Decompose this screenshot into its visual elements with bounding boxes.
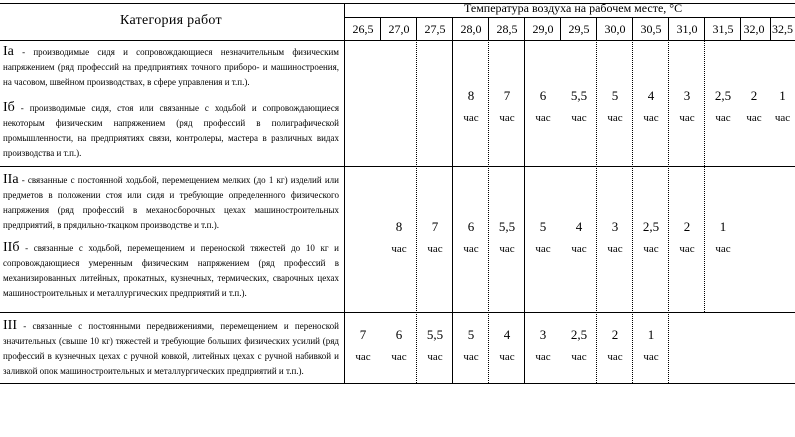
cell-hours: 8 <box>395 219 403 234</box>
category-Ia-description <box>3 44 339 90</box>
cell-hours: 1 <box>719 219 727 234</box>
value-cell <box>738 85 770 129</box>
value-cell <box>597 85 633 129</box>
value-cell <box>705 85 741 129</box>
cell-unit: час <box>607 112 623 124</box>
temperature-header: 30,0 <box>604 22 626 36</box>
cell-hours: 7 <box>359 327 367 342</box>
cell-hours: 5 <box>467 327 475 342</box>
value-cell <box>561 85 597 129</box>
cell-unit: час <box>463 243 479 255</box>
cell-hours: 6 <box>395 327 403 342</box>
cell-unit: час <box>499 112 515 124</box>
cell-hours: 5,5 <box>426 327 444 342</box>
cell-hours: 5,5 <box>570 88 588 103</box>
cell-hours: 4 <box>503 327 511 342</box>
cell-unit: час <box>715 112 731 124</box>
value-cell <box>597 324 633 368</box>
cell-unit: час <box>571 351 587 363</box>
temperature-header: 31,0 <box>676 22 698 36</box>
category-IIb-description <box>3 240 339 301</box>
cell-unit: час <box>463 112 479 124</box>
value-cell <box>669 85 705 129</box>
cell-unit: час <box>774 112 791 124</box>
cell-unit: час <box>391 243 407 255</box>
value-cell <box>381 324 417 368</box>
cell-hours: 4 <box>647 88 655 103</box>
value-cell <box>489 85 525 129</box>
cell-hours: 1 <box>779 88 786 103</box>
cell-hours: 5 <box>539 219 547 234</box>
category-Ib-text: - производимые сидя, стоя или связанные с ходьбой и сопровождающиеся некоторым физическим напряжением (ряд профессий в полиграфической промышленности, на предприятиях связи, контролеры, мастера в различных видах производства и т.п.). <box>3 103 339 158</box>
value-cell <box>561 324 597 368</box>
cell-unit: час <box>643 351 659 363</box>
cell-unit: час <box>679 112 695 124</box>
cell-unit: час <box>571 112 587 124</box>
cell-hours: 2 <box>683 219 691 234</box>
temperature-column-title: Температура воздуха на рабочем месте, °С <box>464 1 683 15</box>
cell-unit: час <box>746 112 762 124</box>
row-2-bottom-rule <box>0 312 795 313</box>
cell-unit: час <box>499 243 515 255</box>
value-cell <box>417 324 453 368</box>
category-III-code: III <box>3 318 17 333</box>
value-cell <box>770 85 795 129</box>
category-IIb-code: IIб <box>3 240 20 255</box>
value-cell <box>669 216 705 260</box>
cell-hours: 3 <box>611 219 619 234</box>
cell-unit: час <box>535 243 551 255</box>
category-IIb-text: - связанные с ходьбой, перемещением и переноской тяжестей до 10 кг и сопровождающиеся умеренным физическим напряжением (ряд профессий в механизированных литейных, прокатных, кузнечных, термических, сварочных цехах машиностроительных и металлургических предприятий и т.п.). <box>3 243 339 298</box>
cell-hours: 2 <box>750 88 758 103</box>
cell-hours: 2 <box>611 327 619 342</box>
value-cell <box>633 324 669 368</box>
category-Ia-text: - производимые сидя и сопровождающиеся незначительным физическим напряжением (ряд профессий на предприятиях точного приборо- и машиностроения, на часовом, швейном производствах, в сфере управления и т.п.). <box>3 47 339 87</box>
category-Ib-description <box>3 100 339 161</box>
category-IIa-code: IIа <box>3 172 19 187</box>
cell-unit: час <box>607 351 623 363</box>
cell-unit: час <box>535 351 551 363</box>
cell-unit: час <box>643 243 659 255</box>
cell-unit: час <box>355 351 371 363</box>
cell-hours: 2,5 <box>642 219 660 234</box>
cell-hours: 6 <box>539 88 547 103</box>
cell-hours: 2,5 <box>714 88 732 103</box>
cell-hours: 8 <box>467 88 475 103</box>
cell-unit: час <box>427 243 443 255</box>
value-cell <box>381 216 417 260</box>
cell-unit: час <box>679 243 695 255</box>
value-cell <box>345 324 381 368</box>
cell-hours: 5 <box>611 88 619 103</box>
temperature-header: 27,5 <box>424 22 446 36</box>
category-Ia-code: Iа <box>3 44 14 59</box>
temperature-header: 29,5 <box>568 22 590 36</box>
value-cell <box>705 216 741 260</box>
cell-hours: 2,5 <box>570 327 588 342</box>
temperature-header: 28,0 <box>460 22 482 36</box>
category-IIa-text: - связанные с постоянной ходьбой, перемещением мелких (до 1 кг) изделий или предметов в положении стоя или сидя и требующие определенного физического напряжения (ряд профессий в механосборочных цехах машиностроительных предприятий, в прядильно-ткацком производстве и т.п.). <box>3 175 339 230</box>
cell-unit: час <box>391 351 407 363</box>
cell-hours: 7 <box>503 88 511 103</box>
temperature-header: 30,5 <box>640 22 662 36</box>
category-column-title: Категория работ <box>120 13 222 28</box>
cell-unit: час <box>643 112 659 124</box>
value-cell <box>453 85 489 129</box>
cell-hours: 7 <box>431 219 439 234</box>
temperature-header: 32,0 <box>743 22 765 36</box>
cell-unit: час <box>607 243 623 255</box>
cell-unit: час <box>427 351 443 363</box>
value-cell <box>453 216 489 260</box>
category-IIa-description <box>3 172 339 233</box>
cell-unit: час <box>571 243 587 255</box>
cell-unit: час <box>463 351 479 363</box>
value-cell <box>525 85 561 129</box>
value-cell <box>597 216 633 260</box>
value-cell <box>525 324 561 368</box>
cell-hours: 1 <box>647 327 655 342</box>
table-bottom-rule <box>0 383 795 384</box>
category-Ib-code: Iб <box>3 100 15 115</box>
cell-unit: час <box>535 112 551 124</box>
value-cell <box>489 324 525 368</box>
cell-unit: час <box>499 351 515 363</box>
header-bottom-rule <box>0 40 795 41</box>
temperature-header: 27,0 <box>388 22 410 36</box>
category-III-text: - связанные с постоянными передвижениями, перемещением и переноской значительных (свыше 10 кг) тяжестей и требующие больших физических усилий (ряд профессий в кузнечных цехах с ручной ковкой, литейных цехах с ручной набивкой и заливкой опок машиностроительных и металлургических предприятий и т.п.). <box>3 321 339 376</box>
temperature-header: 26,5 <box>352 22 374 36</box>
temperature-header: 28,5 <box>496 22 518 36</box>
value-cell <box>489 216 525 260</box>
cell-hours: 5,5 <box>498 219 516 234</box>
cell-hours: 3 <box>683 88 691 103</box>
value-cell <box>633 216 669 260</box>
cell-hours: 3 <box>539 327 547 342</box>
temperature-header: 32,5 <box>772 22 793 36</box>
value-cell <box>633 85 669 129</box>
temperature-header: 31,5 <box>712 22 734 36</box>
cell-hours: 4 <box>575 219 583 234</box>
value-cell <box>561 216 597 260</box>
column-guide <box>704 40 705 312</box>
category-III-description <box>3 318 339 379</box>
value-cell <box>417 216 453 260</box>
temperature-header: 29,0 <box>532 22 554 36</box>
value-cell <box>525 216 561 260</box>
cell-unit: час <box>715 243 731 255</box>
value-cell <box>453 324 489 368</box>
cell-hours: 6 <box>467 219 475 234</box>
row-1-bottom-rule <box>0 166 795 167</box>
temperature-title-rule <box>344 17 795 18</box>
